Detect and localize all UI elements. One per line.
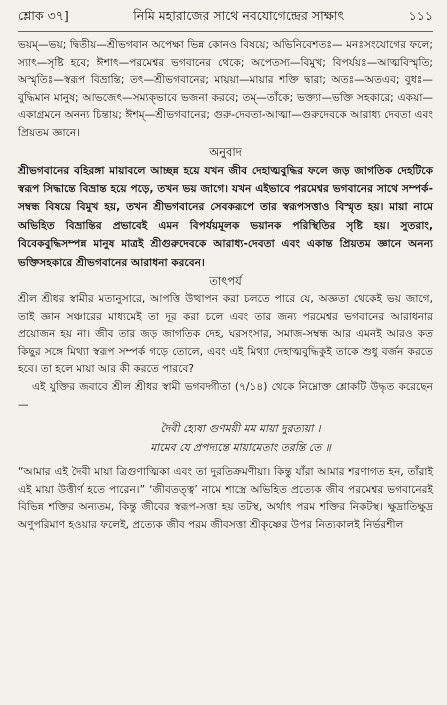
- purport-paragraph-3: “আমার এই দৈবী মায়া ত্রিগুণাত্মিকা এবং তা দুরতিক্রমণীয়া। কিন্তু যাঁরা আমার শরণাগত হন, তাঁরাই এই মায়া উত্তীর্ণ হতে পারেন।” ‘জীবতত্ত্ব’ নামে শাস্ত্রে অভিহিত প্রত্যেক জীব পরমেশ্বর ভগবানেরই বিভিন্ন শক্তির অন্যতম, কিন্তু জীবের স্বরূপ-সত্তা হয় তটস্থ, অর্থাৎ পরম শক্তির নিকটস্থ। ক্ষুদ্রাতিক্ষুদ্র অণুপরিমাণ হওয়ার ফলেই, প্রত্যেক জীব পরম জীবসত্তা শ্রীকৃষ্ণের উপর নিত্যকালই নির্ভরশীল: [18, 466, 433, 531]
- word-meanings: ভয়ম্—ভয়; দ্বিতীয়—শ্রীভগবান অপেক্ষা ভিন্ন কোনও বিষয়ে; অভিনিবেশতঃ— মনঃসংযোগের ফলে; স্যাৎ—সৃষ্টি হবে; ঈশাৎ—পরমেশ্বর ভগবানের থেকে; অপেতস্য—বিমুখ; বিপর্যয়ঃ—আত্মবিস্মৃতি; অস্মৃতিঃ—স্বরূপ বিভ্রান্তি; তৎ—শ্রীভগবানের; মায়য়া—মায়ার শক্তি দ্বারা; অতঃ—অতএব; বুধঃ—বুদ্ধিমান মানুষ; আভজেৎ—সম্যক্ভাবে ভজনা করবে; তম্—তাঁকে; ভক্ত্যা—ভক্তি সহকারে; একয়া—একাগ্রমনে অনন্য চিন্তায়; ঈশম্—শ্রীভগবানের; গুরু-দেবতা-আত্মা—গুরুদেবকে আরাধ্য দেবতা এবং প্রিয়তম জ্ঞানে।: [18, 39, 433, 139]
- chapter-title: নিমি মহারাজের সাথে নবযোগেন্দ্রের সাক্ষাৎ: [133, 8, 345, 23]
- verse-line-1: দৈবী হ্যেষা গুণময়ী মম মায়া দুরত্যয়া ।: [160, 422, 321, 436]
- purport-paragraph-2: এই যুক্তির জবাবে শ্রীল শ্রীধর স্বামী ভগবদ্গীতা (৭/১৪) থেকে নিম্নোক্ত শ্লোকটি উদ্ধৃত করেছেন—: [18, 380, 433, 411]
- quoted-verse: [18, 419, 433, 457]
- translation-text: শ্রীভগবানের বহিরঙ্গা মায়াবলে আচ্ছন্ন হয়ে যখন জীব দেহাত্মবুদ্ধির ফলে জড় জাগতিক দেহটিকে স্বরূপ সিদ্ধান্তে বিভ্রান্ত হয়ে পড়ে, তখন ভয় জাগে। যখন এইভাবে পরমেশ্বর ভগবানের সাথে সম্পর্ক-সম্বন্ধ বিষয়ে বিমুখ হয়, তখন শ্রীভগবানের সেবকরূপে তার স্বরূপসত্তাও বিস্মৃত হয়। মায়া নামে অভিহিত বিভ্রান্তির প্রভাবেই এমন বিপর্যয়মূলক ভয়ানক পরিস্থিতির সৃষ্টি হয়। সুতরাং, বিবেকবুদ্ধিসম্পন্ন মানুষ মাত্রই শ্রীগুরুদেবকে আরাধ্য-দেবতা এবং একান্ত প্রিয়তম জ্ঞানে অনন্য ভক্তিসহকারে শ্রীভগবানের আরাধনা করবেন।: [18, 164, 433, 269]
- verse-reference: শ্লোক ৩৭]: [18, 8, 69, 23]
- page-number: ১১১: [408, 8, 433, 23]
- verse-line-2: মামেব যে প্রপদ্যন্তে মায়ামেতাং তরন্তি তে ॥: [150, 441, 331, 455]
- purport-heading: তাৎপর্য: [209, 274, 242, 288]
- page-header: [18, 8, 433, 32]
- purport-paragraph-1: শ্রীল শ্রীধর স্বামীর মতানুসারে, আপত্তি উত্থাপন করা চলতে পারে যে, অজ্ঞতা থেকেই ভয় জাগে, তাই জ্ঞান সঞ্চারের মাধ্যমেই তা দূর করা চলে এবং তার জন্য পরমেশ্বর ভগবানের আরাধনার প্রয়োজন হয় না। জীব তার জড় জাগতিক দেহ, ঘরসংসার, সমাজ-সম্বন্ধ আর এমনই আরও কত কিছুর সঙ্গে মিথ্যা স্বরূপ সম্পর্ক গড়ে তোলে, এবং এই মিথ্যা দেহাত্মবুদ্ধিকুই তাকে শুধু বর্জন করতে হবে। তা হলে মায়া আর কী করতে পারবে?: [18, 293, 433, 376]
- translation-heading: অনুবাদ: [209, 144, 242, 159]
